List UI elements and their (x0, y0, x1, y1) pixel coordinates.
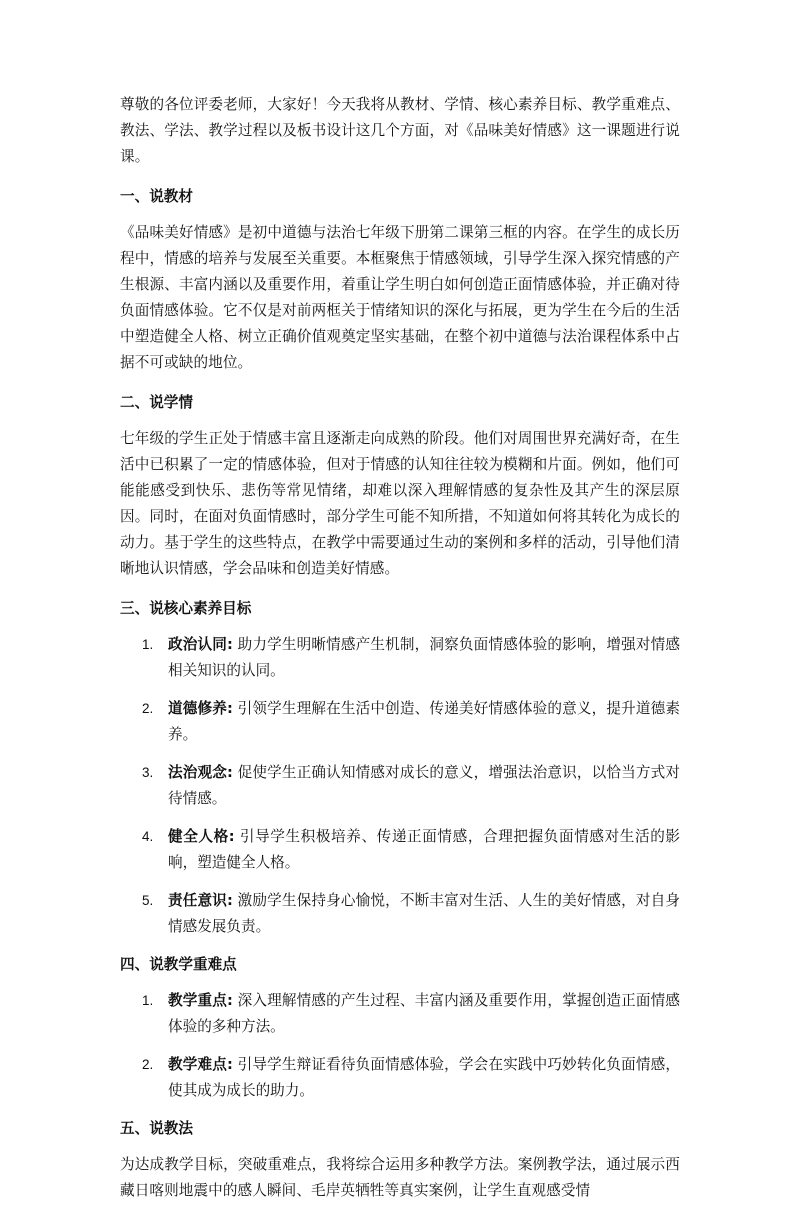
list-term: 责任意识: (168, 892, 233, 909)
section-heading-keypoints: 四、说教学重难点 (120, 956, 237, 973)
intro-paragraph: 尊敬的各位评委老师，大家好！今天我将从教材、学情、核心素养目标、教学重难点、教法、学法、教学过程以及板书设计这几个方面，对《品味美好情感》这一课题进行说课。 (120, 96, 680, 165)
students-paragraph: 七年级的学生正处于情感丰富且逐渐走向成熟的阶段。他们对周围世界充满好奇，在生活中已积累了一定的情感体验，但对于情感的认知往往较为模糊和片面。例如，他们可能能感受到快乐、悲伤等常见情绪，却难以深入理解情感的复杂性及其产生的深层原因。同时，在面对负面情感时，部分学生可能不知所措，不知道如何将其转化为成长的动力。基于学生的这些特点，在教学中需要通过生动的案例和多样的活动，引导他们清晰地认识情感，学会品味和创造美好情感。 (120, 430, 680, 577)
list-item (120, 760, 680, 812)
list-item (120, 888, 680, 940)
document-page (120, 92, 680, 1218)
list-number: 4. (142, 829, 154, 844)
list-term: 健全人格: (168, 828, 235, 845)
section-heading-students: 二、说学情 (120, 394, 193, 411)
goals-list (120, 632, 680, 940)
list-text: 引领学生理解在生活中创造、传递美好情感体验的意义，提升道德素养。 (168, 700, 680, 743)
list-term: 政治认同: (168, 636, 233, 653)
section-heading-goals: 三、说核心素养目标 (120, 600, 252, 617)
list-number: 5. (142, 893, 154, 908)
list-item (120, 824, 680, 876)
list-text: 引导学生积极培养、传递正面情感，合理把握负面情感对生活的影响，塑造健全人格。 (168, 828, 680, 871)
list-text: 助力学生明晰情感产生机制，洞察负面情感体验的影响，增强对情感相关知识的认同。 (168, 636, 680, 679)
list-number: 1. (142, 993, 154, 1008)
list-term: 教学重点: (168, 992, 233, 1009)
list-term: 道德修养: (168, 700, 233, 717)
list-number: 1. (142, 637, 154, 652)
list-term: 法治观念: (168, 764, 233, 781)
list-number: 2. (142, 701, 154, 716)
list-number: 2. (142, 1057, 154, 1072)
keypoints-list (120, 988, 680, 1104)
section-heading-methods: 五、说教法 (120, 1120, 193, 1137)
textbook-paragraph: 《品味美好情感》是初中道德与法治七年级下册第二课第三框的内容。在学生的成长历程中，情感的培养与发展至关重要。本框聚焦于情感领域，引导学生深入探究情感的产生根源、丰富内涵以及重要作用，着重让学生明白如何创造正面情感体验，并正确对待负面情感体验。它不仅是对前两框关于情绪知识的深化与拓展，更为学生在今后的生活中塑造健全人格、树立正确价值观奠定坚实基础，在整个初中道德与法治课程体系中占据不可或缺的地位。 (120, 224, 680, 371)
list-text: 激励学生保持身心愉悦，不断丰富对生活、人生的美好情感，对自身情感发展负责。 (168, 892, 680, 935)
list-item (120, 696, 680, 748)
list-item (120, 988, 680, 1040)
list-number: 3. (142, 765, 154, 780)
list-text: 引导学生辩证看待负面情感体验，学会在实践中巧妙转化负面情感，使其成为成长的助力。 (168, 1056, 680, 1099)
methods-paragraph: 为达成教学目标，突破重难点，我将综合运用多种教学方法。案例教学法，通过展示西藏日喀则地震中的感人瞬间、毛岸英牺牲等真实案例，让学生直观感受情 (120, 1156, 680, 1199)
section-heading-textbook: 一、说教材 (120, 188, 193, 205)
list-item (120, 632, 680, 684)
list-item (120, 1052, 680, 1104)
list-text: 促使学生正确认知情感对成长的意义，增强法治意识，以恰当方式对待情感。 (168, 764, 680, 807)
list-text: 深入理解情感的产生过程、丰富内涵及重要作用，掌握创造正面情感体验的多种方法。 (168, 992, 680, 1035)
list-term: 教学难点: (168, 1056, 233, 1073)
